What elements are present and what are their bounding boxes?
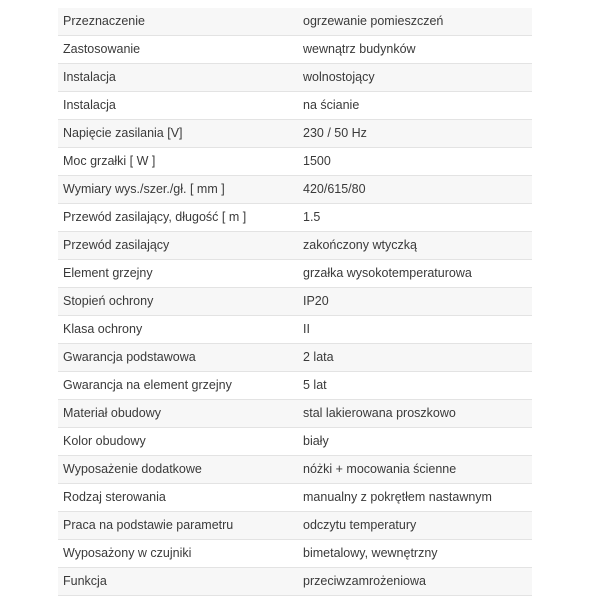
spec-row bbox=[58, 120, 532, 148]
spec-label: Rodzaj sterowania bbox=[63, 490, 166, 504]
spec-label: Instalacja bbox=[63, 70, 116, 84]
spec-value: stal lakierowana proszkowo bbox=[303, 406, 456, 420]
spec-label: Przewód zasilający, długość [ m ] bbox=[63, 210, 247, 224]
spec-row bbox=[58, 92, 532, 120]
spec-row bbox=[58, 456, 532, 484]
spec-label: Zastosowanie bbox=[63, 42, 141, 56]
spec-value: 1.5 bbox=[303, 210, 321, 224]
spec-value: zakończony wtyczką bbox=[303, 238, 417, 252]
spec-value: nóżki + mocowania ścienne bbox=[303, 462, 457, 476]
spec-label: Gwarancja podstawowa bbox=[63, 350, 196, 364]
spec-value: 2 lata bbox=[303, 350, 334, 364]
spec-value: wewnątrz budynków bbox=[303, 42, 416, 56]
spec-row bbox=[58, 428, 532, 456]
spec-value: 1500 bbox=[303, 154, 331, 168]
spec-row bbox=[58, 316, 532, 344]
spec-row bbox=[58, 400, 532, 428]
spec-row bbox=[58, 64, 532, 92]
spec-label: Materiał obudowy bbox=[63, 406, 161, 420]
spec-value: 5 lat bbox=[303, 378, 327, 392]
spec-value: 230 / 50 Hz bbox=[303, 126, 367, 140]
spec-label: Praca na podstawie parametru bbox=[63, 518, 234, 532]
spec-value: wolnostojący bbox=[303, 70, 375, 84]
spec-label: Klasa ochrony bbox=[63, 322, 143, 336]
spec-row bbox=[58, 8, 532, 36]
spec-row bbox=[58, 372, 532, 400]
spec-value: na ścianie bbox=[303, 98, 360, 112]
spec-row bbox=[58, 148, 532, 176]
spec-row bbox=[58, 36, 532, 64]
spec-table-body bbox=[58, 8, 532, 596]
spec-value: manualny z pokrętłem nastawnym bbox=[303, 490, 492, 504]
spec-table bbox=[58, 8, 532, 596]
spec-row bbox=[58, 176, 532, 204]
spec-label: Stopień ochrony bbox=[63, 294, 154, 308]
spec-value: IP20 bbox=[303, 294, 329, 308]
spec-value: grzałka wysokotemperaturowa bbox=[303, 266, 472, 280]
spec-value: II bbox=[303, 322, 310, 336]
spec-row bbox=[58, 484, 532, 512]
spec-value: odczytu temperatury bbox=[303, 518, 417, 532]
spec-row bbox=[58, 232, 532, 260]
spec-row bbox=[58, 288, 532, 316]
spec-value: biały bbox=[303, 434, 329, 448]
spec-label: Funkcja bbox=[63, 574, 107, 588]
spec-label: Wyposażony w czujniki bbox=[63, 546, 192, 560]
spec-value: bimetalowy, wewnętrzny bbox=[303, 546, 438, 560]
spec-row bbox=[58, 512, 532, 540]
spec-value: 420/615/80 bbox=[303, 182, 366, 196]
spec-row bbox=[58, 568, 532, 596]
spec-label: Element grzejny bbox=[63, 266, 153, 280]
spec-label: Moc grzałki [ W ] bbox=[63, 154, 156, 168]
spec-label: Przewód zasilający bbox=[63, 238, 170, 252]
spec-label: Wymiary wys./szer./gł. [ mm ] bbox=[63, 182, 225, 196]
spec-label: Przeznaczenie bbox=[63, 14, 145, 28]
spec-row bbox=[58, 540, 532, 568]
spec-label: Wyposażenie dodatkowe bbox=[63, 462, 202, 476]
spec-label: Napięcie zasilania [V] bbox=[63, 126, 183, 140]
spec-label: Gwarancja na element grzejny bbox=[63, 378, 232, 392]
spec-row bbox=[58, 344, 532, 372]
spec-label: Instalacja bbox=[63, 98, 116, 112]
spec-row bbox=[58, 260, 532, 288]
spec-label: Kolor obudowy bbox=[63, 434, 146, 448]
spec-row bbox=[58, 204, 532, 232]
spec-value: przeciwzamrożeniowa bbox=[303, 574, 426, 588]
spec-value: ogrzewanie pomieszczeń bbox=[303, 14, 444, 28]
